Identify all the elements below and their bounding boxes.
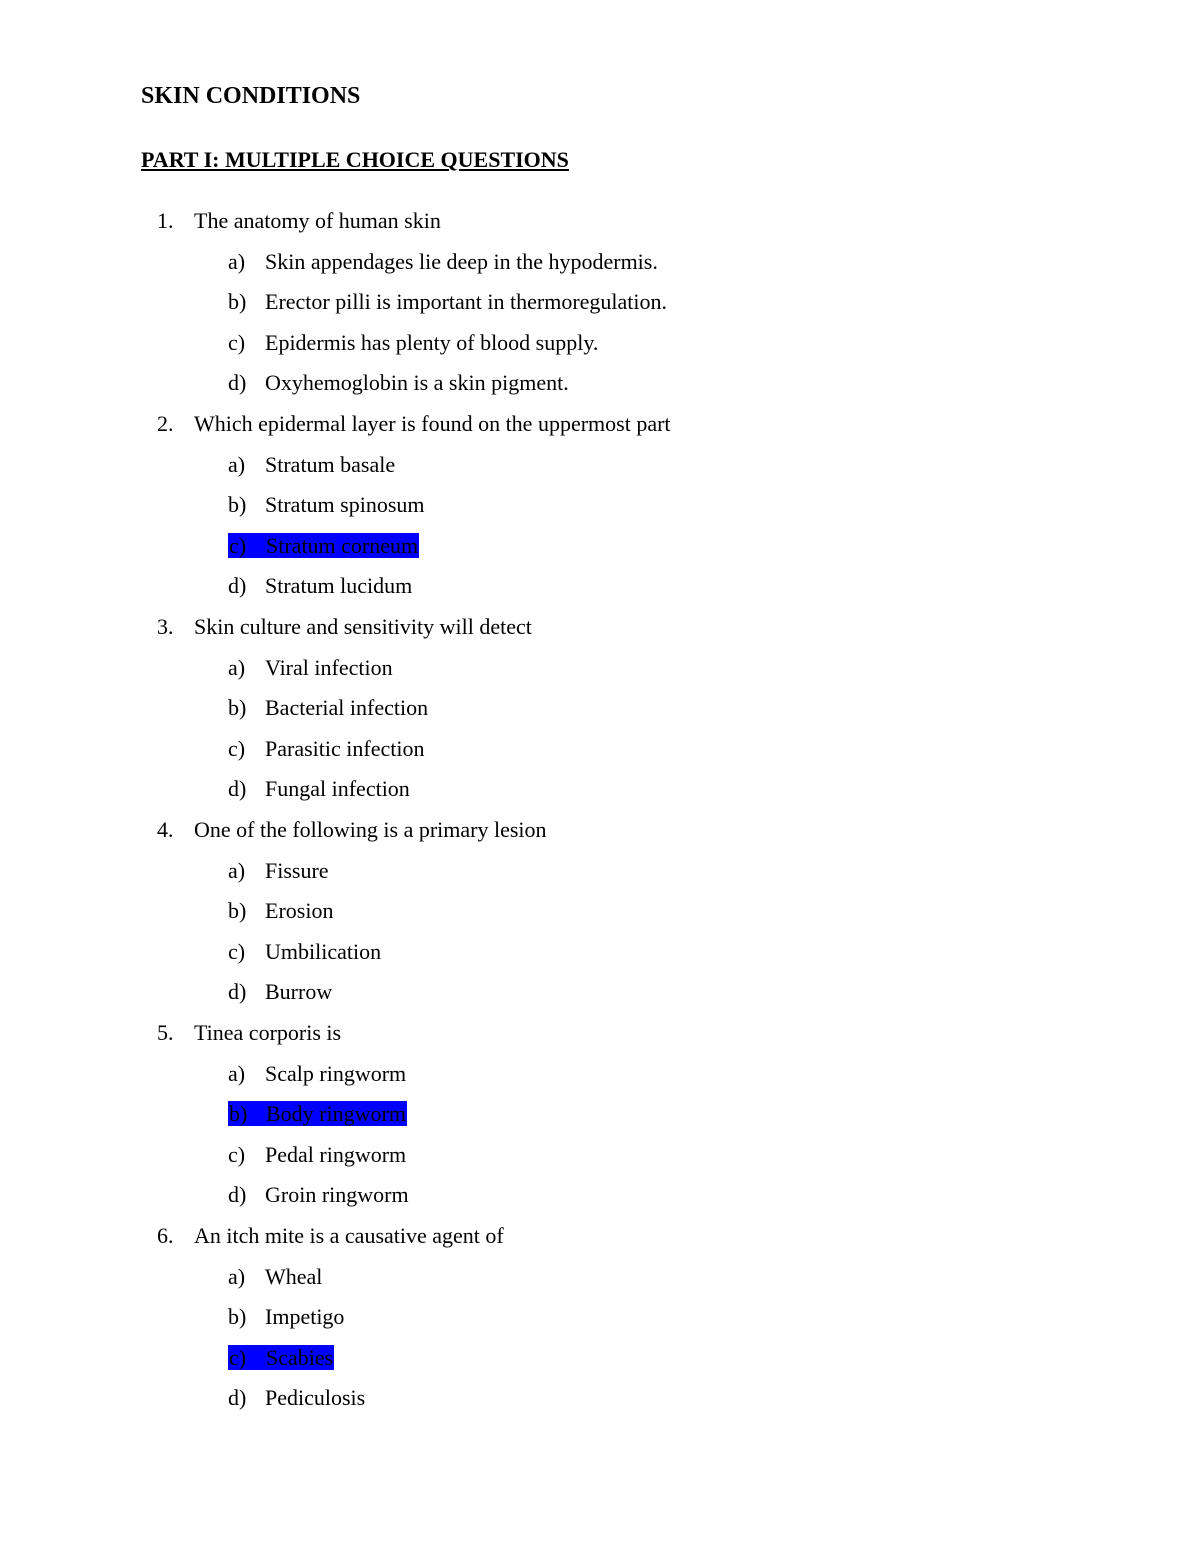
part-heading: PART I: MULTIPLE CHOICE QUESTIONS bbox=[141, 147, 569, 172]
option-6-3 bbox=[228, 1342, 334, 1374]
option-content bbox=[228, 1182, 409, 1207]
option-content bbox=[228, 939, 381, 964]
option-letter: b) bbox=[228, 898, 247, 924]
option-letter: d) bbox=[228, 1182, 247, 1208]
question-text: Tinea corporis is bbox=[194, 1020, 342, 1045]
option-text: Viral infection bbox=[265, 654, 393, 680]
question-text: Which epidermal layer is found on the uppermost part bbox=[194, 411, 671, 436]
question-text: The anatomy of human skin bbox=[194, 208, 441, 233]
option-text: Scalp ringworm bbox=[265, 1060, 407, 1086]
option-text: Umbilication bbox=[265, 938, 382, 964]
option-4-4 bbox=[228, 976, 332, 1008]
option-letter: c) bbox=[229, 532, 247, 558]
option-6-4 bbox=[228, 1382, 365, 1414]
option-content bbox=[228, 370, 569, 395]
option-5-3 bbox=[228, 1139, 406, 1171]
question-5 bbox=[157, 1017, 341, 1049]
question-number: 1. bbox=[157, 208, 174, 233]
option-text: Pedal ringworm bbox=[265, 1141, 407, 1167]
option-6-1 bbox=[228, 1261, 322, 1293]
document-title: SKIN CONDITIONS bbox=[141, 83, 361, 109]
option-content bbox=[228, 1304, 344, 1329]
option-text: Oxyhemoglobin is a skin pigment. bbox=[265, 370, 569, 396]
option-letter: d) bbox=[228, 776, 247, 802]
option-content bbox=[228, 776, 410, 801]
option-content bbox=[228, 655, 393, 680]
option-letter: d) bbox=[228, 370, 247, 396]
option-content bbox=[228, 289, 667, 314]
option-letter: b) bbox=[228, 492, 247, 518]
option-letter: a) bbox=[228, 248, 246, 274]
option-text: Wheal bbox=[265, 1263, 323, 1289]
option-letter: d) bbox=[228, 979, 247, 1005]
option-letter: c) bbox=[228, 1141, 246, 1167]
question-3 bbox=[157, 611, 532, 643]
option-letter: b) bbox=[228, 1304, 247, 1330]
option-letter: c) bbox=[228, 735, 246, 761]
option-5-2 bbox=[228, 1098, 407, 1130]
option-content bbox=[228, 573, 412, 598]
option-content bbox=[228, 330, 598, 355]
option-text: Pediculosis bbox=[265, 1385, 366, 1411]
option-text: Stratum spinosum bbox=[265, 492, 425, 518]
option-1-1 bbox=[228, 246, 658, 278]
option-3-4 bbox=[228, 773, 410, 805]
option-content bbox=[228, 492, 425, 517]
option-content bbox=[228, 1061, 406, 1086]
option-text: Parasitic infection bbox=[265, 735, 425, 761]
option-4-1 bbox=[228, 855, 329, 887]
option-1-3 bbox=[228, 327, 598, 359]
option-content bbox=[228, 858, 329, 883]
option-letter: c) bbox=[229, 1344, 247, 1370]
option-letter: a) bbox=[228, 451, 246, 477]
option-letter: a) bbox=[228, 1263, 246, 1289]
question-number: 4. bbox=[157, 817, 174, 842]
question-number: 3. bbox=[157, 614, 174, 639]
option-letter: d) bbox=[228, 1385, 247, 1411]
question-text: An itch mite is a causative agent of bbox=[194, 1223, 504, 1248]
option-letter: a) bbox=[228, 1060, 246, 1086]
option-text: Stratum lucidum bbox=[265, 573, 413, 599]
option-content bbox=[228, 1142, 406, 1167]
option-letter: d) bbox=[228, 573, 247, 599]
option-text: Stratum corneum bbox=[266, 532, 419, 558]
option-text: Bacterial infection bbox=[265, 695, 429, 721]
question-number: 2. bbox=[157, 411, 174, 436]
option-letter: c) bbox=[228, 938, 246, 964]
option-letter: c) bbox=[228, 329, 246, 355]
option-2-4 bbox=[228, 570, 412, 602]
question-number: 5. bbox=[157, 1020, 174, 1045]
highlighted-answer bbox=[228, 1345, 334, 1370]
option-5-1 bbox=[228, 1058, 406, 1090]
option-6-2 bbox=[228, 1301, 344, 1333]
option-letter: b) bbox=[229, 1101, 248, 1127]
option-4-2 bbox=[228, 895, 333, 927]
option-text: Impetigo bbox=[265, 1304, 345, 1330]
option-text: Scabies bbox=[266, 1344, 334, 1370]
option-4-3 bbox=[228, 936, 381, 968]
question-text: One of the following is a primary lesion bbox=[194, 817, 547, 842]
option-text: Epidermis has plenty of blood supply. bbox=[265, 329, 599, 355]
option-1-2 bbox=[228, 286, 667, 318]
option-text: Burrow bbox=[265, 979, 333, 1005]
option-5-4 bbox=[228, 1179, 409, 1211]
option-letter: a) bbox=[228, 857, 246, 883]
option-text: Stratum basale bbox=[265, 451, 396, 477]
option-content bbox=[228, 1264, 322, 1289]
option-content bbox=[228, 736, 424, 761]
option-letter: a) bbox=[228, 654, 246, 680]
option-text: Fungal infection bbox=[265, 776, 410, 802]
question-number: 6. bbox=[157, 1223, 174, 1248]
option-text: Erector pilli is important in thermoregulation. bbox=[265, 289, 668, 315]
option-text: Erosion bbox=[265, 898, 334, 924]
option-text: Body ringworm bbox=[266, 1101, 406, 1127]
option-3-1 bbox=[228, 652, 393, 684]
option-2-3 bbox=[228, 530, 419, 562]
option-letter: b) bbox=[228, 289, 247, 315]
option-content bbox=[228, 695, 428, 720]
question-2 bbox=[157, 408, 671, 440]
option-3-2 bbox=[228, 692, 428, 724]
option-text: Groin ringworm bbox=[265, 1182, 409, 1208]
question-6 bbox=[157, 1220, 504, 1252]
option-content bbox=[228, 452, 395, 477]
option-letter: b) bbox=[228, 695, 247, 721]
option-content bbox=[228, 249, 658, 274]
question-text: Skin culture and sensitivity will detect bbox=[194, 614, 532, 639]
option-3-3 bbox=[228, 733, 424, 765]
option-1-4 bbox=[228, 367, 569, 399]
question-4 bbox=[157, 814, 547, 846]
highlighted-answer bbox=[228, 533, 419, 558]
option-2-2 bbox=[228, 489, 425, 521]
option-content bbox=[228, 979, 332, 1004]
option-text: Skin appendages lie deep in the hypodermis. bbox=[265, 248, 658, 274]
option-2-1 bbox=[228, 449, 395, 481]
option-content bbox=[228, 1385, 365, 1410]
option-content bbox=[228, 898, 333, 923]
option-text: Fissure bbox=[265, 857, 329, 883]
question-1 bbox=[157, 205, 441, 237]
highlighted-answer bbox=[228, 1101, 407, 1126]
